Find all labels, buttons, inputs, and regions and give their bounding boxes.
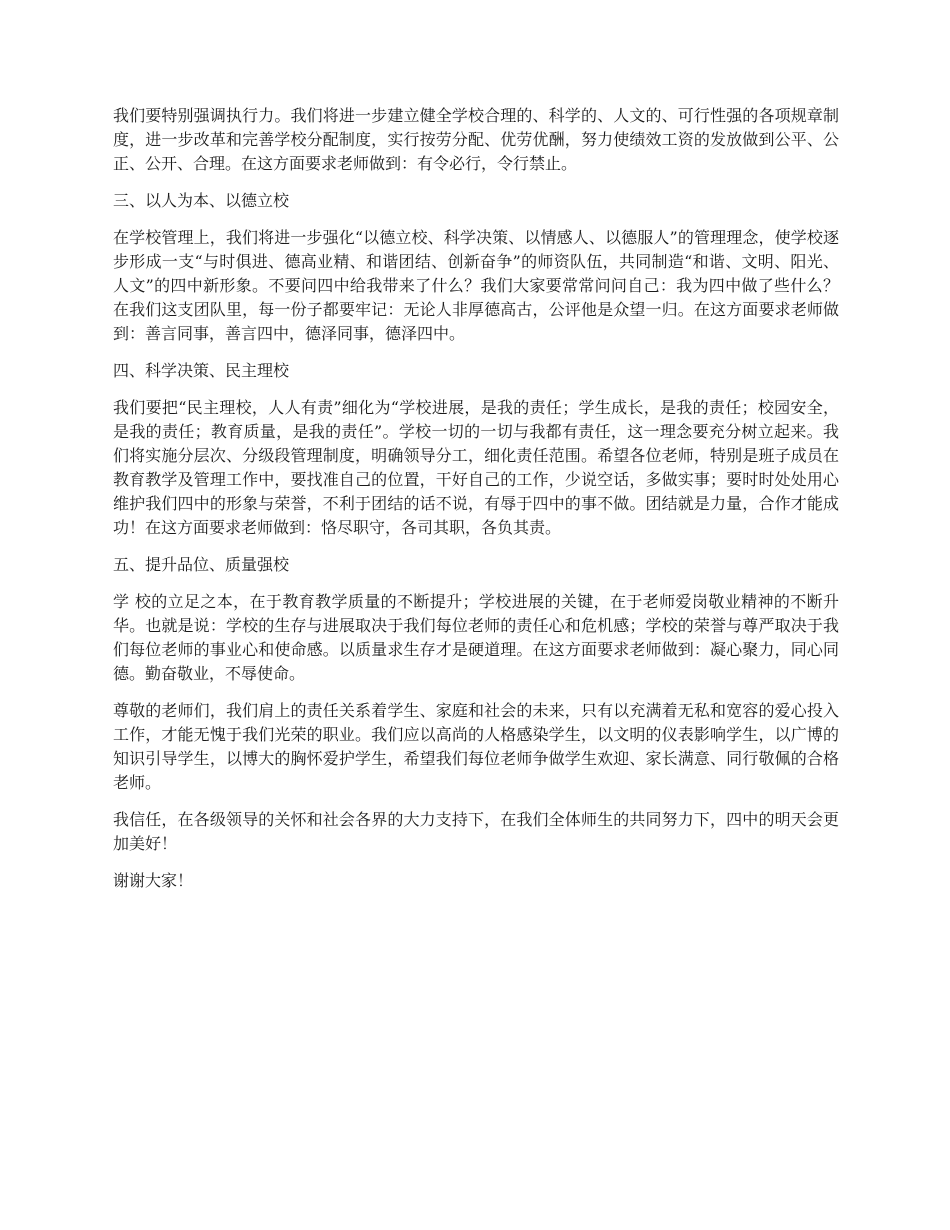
paragraph-quality: 学 校的立足之本，在于教育教学质量的不断提升；学校进展的关键，在于老师爱岗敬业精神的不断升华。也就是说：学校的生存与进展取决于我们每位老师的责任心和危机感；学校的荣誉与尊严取决于我们每位老师的事业心和使命感。以质量求生存才是硬道理。在这方面要求老师做到：凝心聚力，同心同德。勤奋敬业，不辱使命。 (113, 592, 839, 683)
section-heading-3: 三、以人为本、以德立校 (113, 191, 290, 210)
section-heading-4: 四、科学决策、民主理校 (113, 361, 290, 380)
paragraph-execution: 我们要特别强调执行力。我们将进一步建立健全学校合理的、科学的、人文的、可行性强的各项规章制度，进一步改革和完善学校分配制度，实行按劳分配、优劳优酬，努力使绩效工资的发放做到公平、公正、公开、合理。在这方面要求老师做到：有令必行，令行禁止。 (113, 106, 839, 173)
document-body (113, 104, 839, 906)
paragraph-democratic-management: 我们要把“民主理校，人人有责”细化为“学校进展，是我的责任；学生成长，是我的责任；校园安全，是我的责任；教育质量，是我的责任”。学校一切的一切与我都有责任，这一理念要充分树立起来。我们将实施分层次、分级段管理制度，明确领导分工，细化责任范围。希望各位老师，特别是班子成员在教育教学及管理工作中，要找准自己的位置，干好自己的工作，少说空话，多做实事；要时时处处用心维护我们四中的形象与荣誉，不利于团结的话不说，有辱于四中的事不做。团结就是力量，合作才能成功！在这方面要求老师做到：恪尽职守，各司其职，各负其责。 (113, 398, 839, 537)
paragraph-belief: 我信任，在各级领导的关怀和社会各界的大力支持下，在我们全体师生的共同努力下，四中的明天会更加美好！ (113, 810, 839, 853)
paragraph-teachers-responsibility: 尊敬的老师们，我们肩上的责任关系着学生、家庭和社会的未来，只有以充满着无私和宽容的爱心投入工作，才能无愧于我们光荣的职业。我们应以高尚的人格感染学生，以文明的仪表影响学生，以广博的知识引导学生，以博大的胸怀爱护学生，希望我们每位老师争做学生欢迎、家长满意、同行敬佩的合格老师。 (113, 701, 839, 792)
paragraph-moral-management: 在学校管理上，我们将进一步强化“以德立校、科学决策、以情感人、以德服人”的管理理念，使学校逐步形成一支“与时俱进、德高业精、和谐团结、创新奋争”的师资队伍，共同制造“和谐、文明、阳光、人文”的四中新形象。不要问四中给我带来了什么？我们大家要常常问问自己：我为四中做了些什么？在我们这支团队里，每一份子都要牢记：无论人非厚德高古，公评他是众望一归。在这方面要求老师做到：善言同事，善言四中，德泽同事，德泽四中。 (113, 228, 839, 343)
paragraph-thanks: 谢谢大家！ (113, 871, 194, 890)
section-heading-5: 五、提升品位、质量强校 (113, 555, 290, 574)
